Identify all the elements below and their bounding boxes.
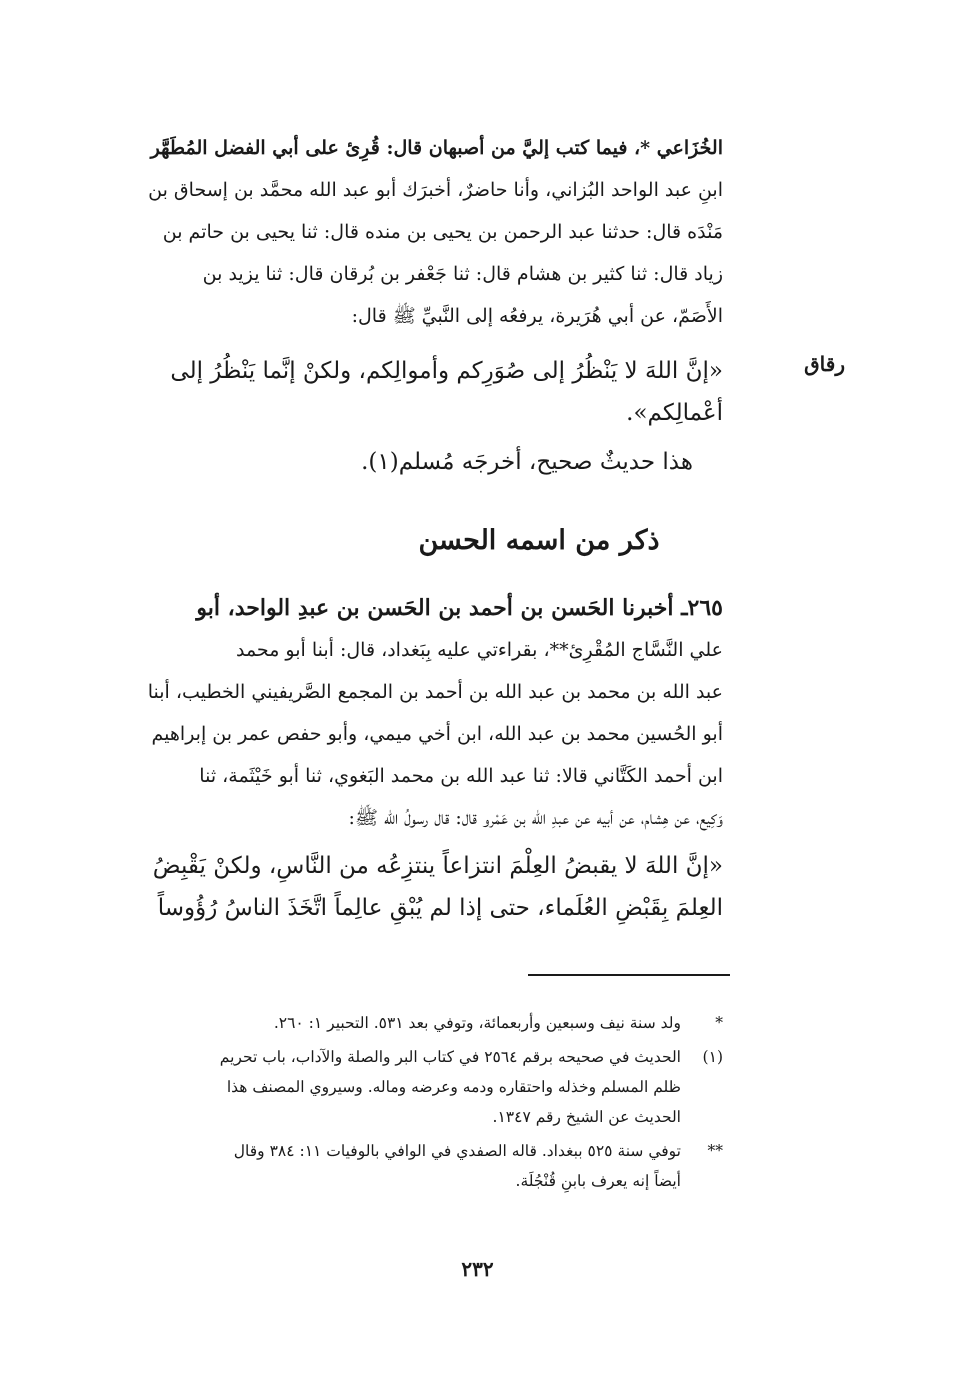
footnote xyxy=(109,1042,723,1132)
passage-line: ابن أحمد الكَتَّاني قالا: ثنا عبد الله بن محمد البَغوي، ثنا أبو خَيْثَمة، ثنا xyxy=(199,765,723,787)
footnote-line: الحديث في صحيحه برقم ٢٥٦٤ في كتاب البر والصلة والآداب، باب تحريم xyxy=(219,1048,681,1066)
footnote xyxy=(109,1136,723,1196)
page-number: ٢٣٢ xyxy=(461,1257,494,1281)
quote-line: «إنَّ اللهَ لا يقبضُ العِلْمَ انتزاعاً ينتزِعُه من النَّاسِ، ولكنْ يَقْبِضُ xyxy=(152,853,723,879)
footnote xyxy=(109,1008,723,1038)
margin-note: رقاق xyxy=(804,352,845,376)
passage-line: الأَصَمّ، عن أبي هُرَيرة، يرفعُه إلى النَّبيِّ ﷺ قال: xyxy=(351,305,723,327)
footnote-line: توفي سنة ٥٢٥ ببغداد. قاله الصفدي في الوافي بالوفيات ١١: ٣٨٤ وقال xyxy=(233,1142,681,1160)
hadith-grading-note xyxy=(109,441,693,483)
passage-line: ابنِ عبد الواحد البُزاني، وأنا حاضرٌ، أخبرَك أبو عبد الله محمَّد بن إسحاق بن xyxy=(148,179,723,201)
footnote-line: الحديث عن الشيخ رقم ١٣٤٧. xyxy=(492,1108,681,1126)
passage-line: وَكِيع، عن هِشام، عن أبيه عن عبدِ الله بن عَمْرو قال: قال رسولُ الله ﷺ: xyxy=(348,807,723,829)
footnotes xyxy=(109,1008,723,1196)
passage-line: علي النَّسَّاج المُقْرِئ**، بقراءتي عليه بِبَغداد، قال: أبنا أبو محمد xyxy=(235,639,723,661)
second-hadith-quote xyxy=(109,845,723,929)
quote-line: «إنَّ اللهَ لا يَنْظُرُ إلى صُوَرِكم وأموالِكم، ولكنْ إنَّما يَنْظُرُ إلى xyxy=(170,358,723,384)
grading-line: هذا حديثٌ صحيح، أخرجَه مُسلم(١). xyxy=(361,449,693,475)
footnote-line: ولد سنة نيف وسبعين وأربعمائة، وتوفي بعد ٥٣١. التحبير ١: ٢٦٠. xyxy=(273,1014,681,1032)
passage-line: الخُزَاعي *، فيما كتب إليَّ من أصبهان قال: قُرِئ على أبي الفضل المُطَهَّر xyxy=(150,137,723,159)
footnote-marker: ** xyxy=(707,1142,723,1160)
passage-line: زياد قال: ثنا كثير بن هشام قال: ثنا جَعْفر بن بُرقان قال: ثنا يزيد بن xyxy=(202,263,723,285)
first-hadith-quote xyxy=(109,350,723,434)
quote-line: أعْمالِكم». xyxy=(626,400,723,426)
footnote-marker: (١) xyxy=(702,1048,723,1066)
passage-line: مَنْدَه قال: حدثنا عبد الرحمن بن يحيى بن منده قال: ثنا يحيى بن حاتم بن xyxy=(162,221,723,243)
footnote-line: أيضاً إنه يعرف بابنِ قُنْجُلَة. xyxy=(515,1172,681,1190)
section-title: ذكر من اسمه الحسن xyxy=(418,525,660,556)
quote-line: العِلمَ بِقَبْضِ العُلَماء، حتى إذا لم يُبْقِ عالِماً اتَّخَذَ الناسُ رُؤُوساً xyxy=(157,895,723,921)
passage-line: أبو الحُسين محمد بن عبد الله، ابن أخي ميمي، وأبو حفص عمر بن إبراهيم xyxy=(151,723,723,745)
footnote-line: ظلم المسلم وخذله واحتقاره ودمه وعرضه وماله. وسيروي المصنف هذا xyxy=(226,1078,681,1096)
footnote-separator xyxy=(528,974,730,976)
footnote-marker: * xyxy=(715,1014,723,1032)
second-passage xyxy=(109,587,723,839)
passage-line: ٢٦٥ـ أخبرنا الحَسن بن أحمد بن الحَسن بن عبدِ الواحد، أبو xyxy=(196,595,723,621)
passage-line: عبد الله بن محمد بن عبد الله بن أحمد بن المجمع الصَّريفيني الخطيب، أبنا xyxy=(147,681,723,703)
first-passage xyxy=(109,127,723,337)
